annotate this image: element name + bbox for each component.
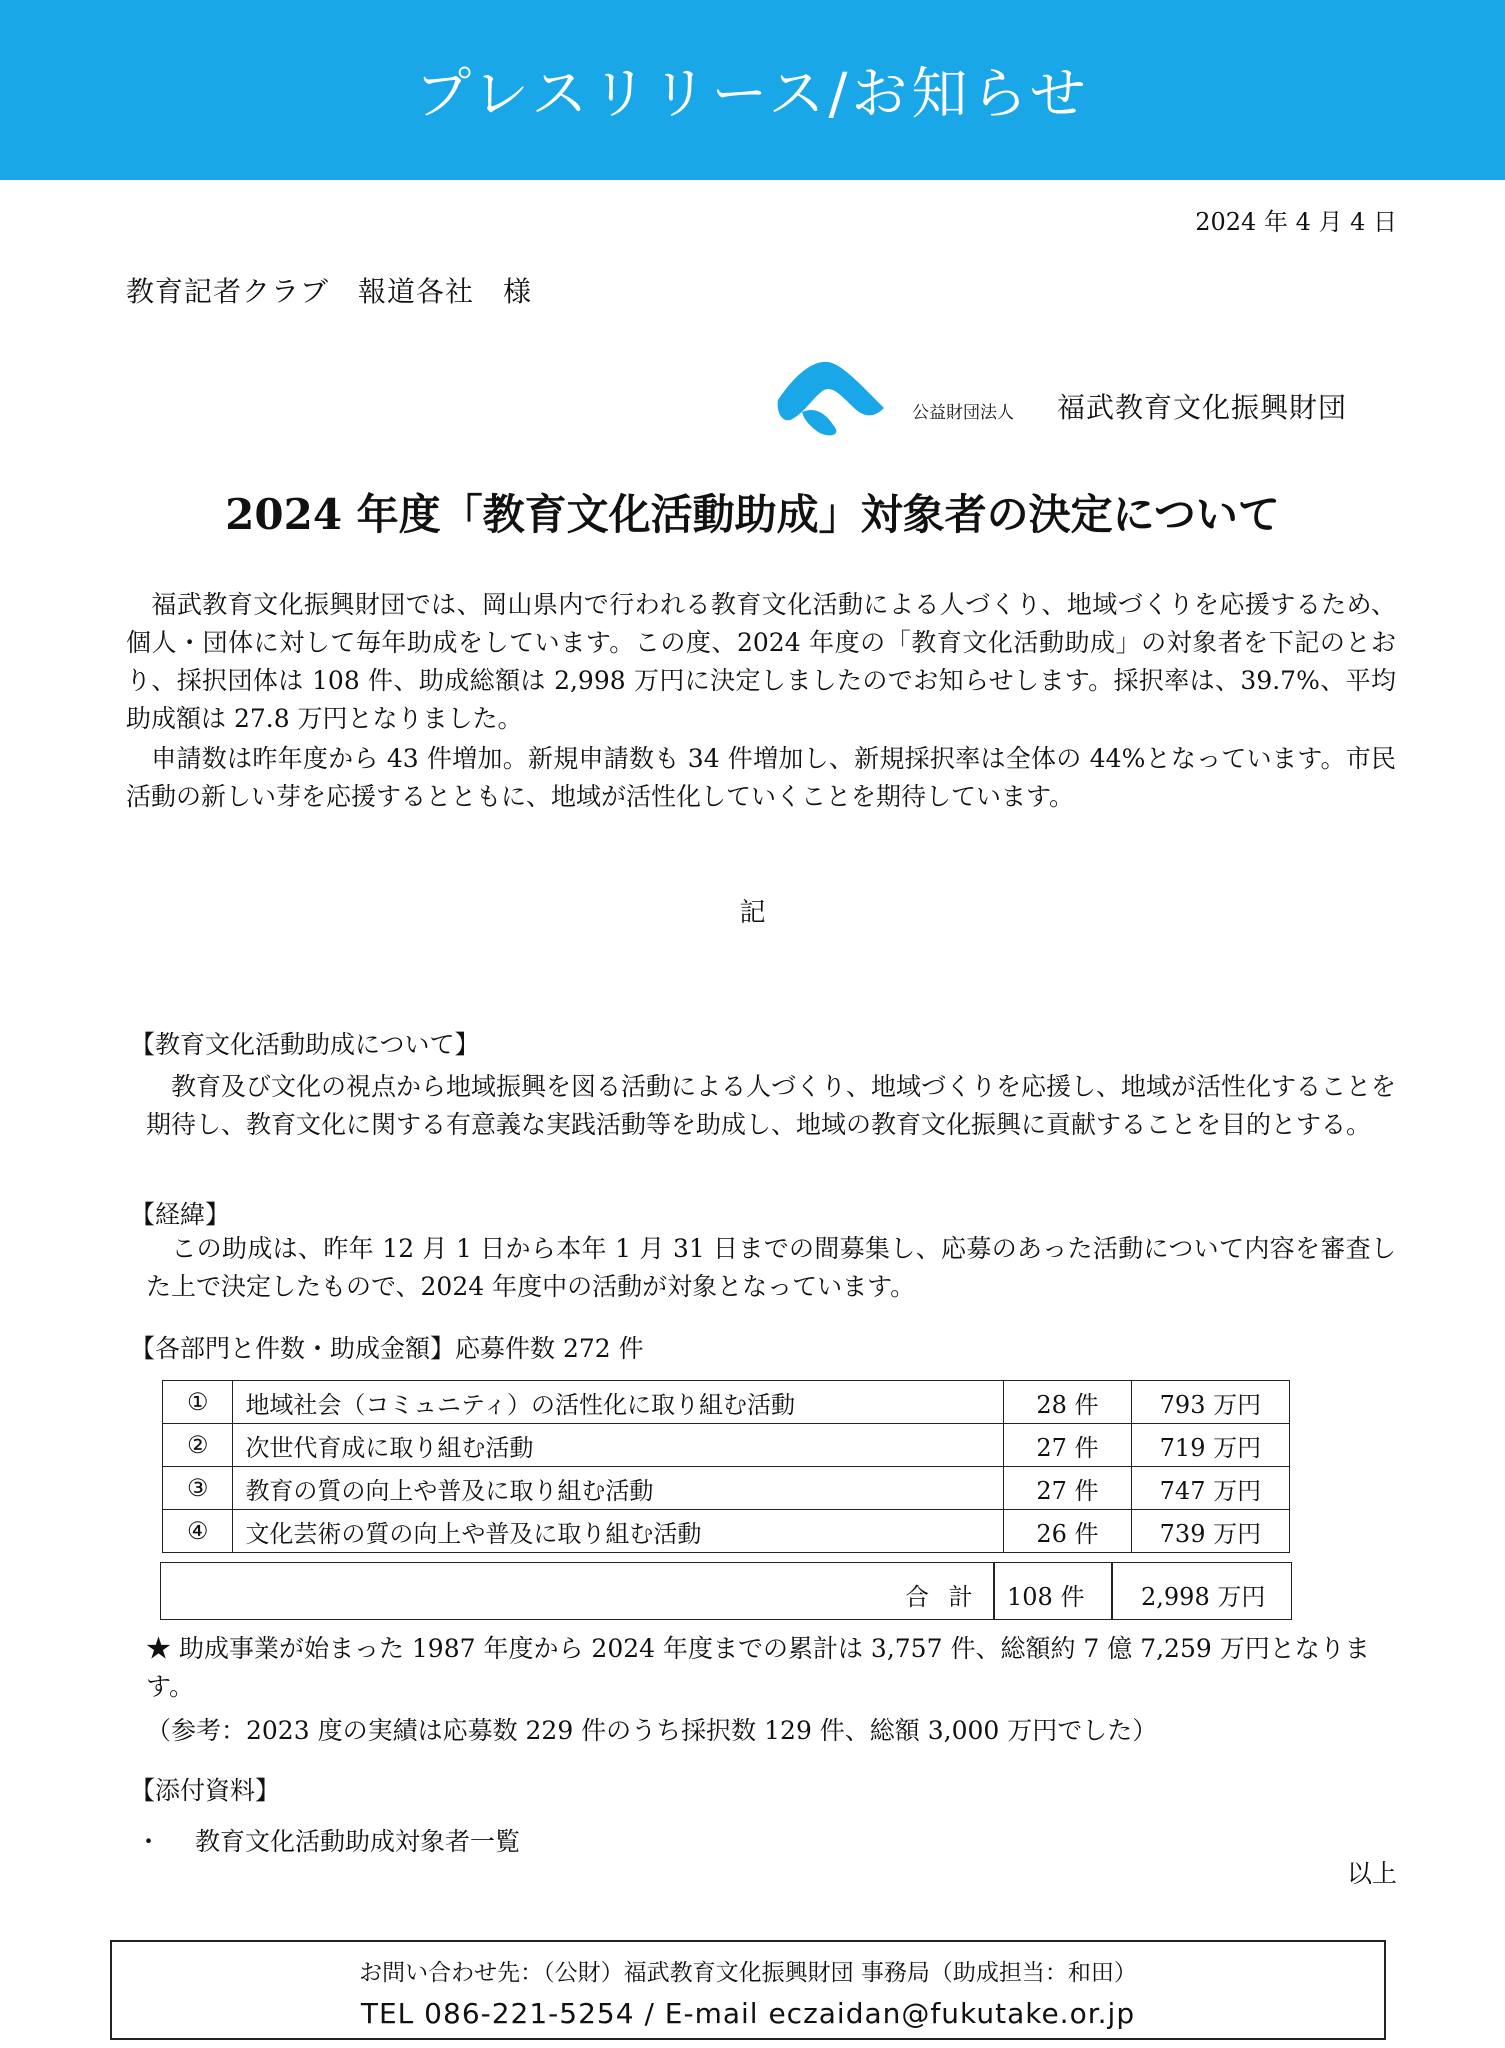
attachment-item [136,1822,520,1858]
closing-mark: 以上 [1346,1859,1397,1888]
bullet: ・ [136,1827,162,1856]
contact-line-1: お問い合わせ先：（公財）福武教育文化振興財団 事務局（助成担当：和田） [359,1960,1137,1986]
about-body: 教育及び文化の視点から地域振興を図る活動による人づくり、地域づくりを応援し、地域が活性化することを期待し、教育文化に関する有意義な実践活動等を助成し、地域の教育文化振興に貢献することを目的とする。 [146,1072,1397,1139]
total-count: 108 件 [1007,1583,1085,1611]
row-count: 28 件 [1004,1381,1132,1424]
row-number: ② [163,1424,233,1467]
ki-marker: 記 [739,898,766,928]
document-title: 2024 年度「教育文化活動助成」対象者の決定について [225,490,1280,539]
row-activity: 教育の質の向上や普及に取り組む活動 [233,1467,1004,1510]
contact-line-2: TEL 086-221-5254 / E-mail eczaidan@fukutake.or.jp [360,1997,1136,2030]
intro-paragraph-1: 福武教育文化振興財団では、岡山県内で行われる教育文化活動による人づくり、地域づくりを応援するため、個人・団体に対して毎年助成をしています。この度、2024 年度の「教育文化活動助成」の対象者を下記のとおり、採択団体は 108 件、助成総額は 2,998 万円に決定しましたのでお知らせします。採択率は、39.7%、平均助成額は 27.8 万円となりました。 [126,590,1396,733]
table-row [163,1381,1290,1424]
table-row [163,1510,1290,1553]
contact-box [110,1940,1386,2040]
row-count: 27 件 [1004,1467,1132,1510]
row-activity: 地域社会（コミュニティ）の活性化に取り組む活動 [233,1381,1004,1424]
total-amount: 2,998 万円 [1141,1583,1266,1611]
attachments-heading: 【添付資料】 [130,1776,281,1805]
org-prefix: 公益財団法人 [912,403,1014,423]
release-date: 2024 年 4 月 4 日 [1195,208,1397,236]
press-release-banner [0,0,1505,180]
table-row [163,1467,1290,1510]
org-name: 福武教育文化振興財団 [1057,391,1348,424]
total-divider [1111,1563,1113,1619]
background-body: この助成は、昨年 12 月 1 日から本年 1 月 31 日までの間募集し、応募のあった活動について内容を審査した上で決定したもので、2024 年度中の活動が対象となっています。 [146,1234,1396,1301]
row-amount: 793 万円 [1131,1381,1289,1424]
row-number: ④ [163,1510,233,1553]
total-divider [993,1563,995,1619]
organization-logo [772,356,1412,438]
row-activity: 次世代育成に取り組む活動 [233,1424,1004,1467]
about-heading: 【教育文化活動助成について】 [130,1030,480,1059]
categories-heading: 【各部門と件数・助成金額】応募件数 272 件 [130,1334,644,1363]
row-number: ① [163,1381,233,1424]
foundation-mark-icon [772,356,892,438]
row-amount: 739 万円 [1131,1510,1289,1553]
background-heading: 【経緯】 [130,1200,231,1229]
attachment-label: 教育文化活動助成対象者一覧 [195,1827,521,1856]
total-label: 合 計 [905,1583,979,1611]
categories-table [162,1380,1290,1553]
table-row [163,1424,1290,1467]
total-row [160,1562,1292,1620]
row-count: 27 件 [1004,1424,1132,1467]
banner-title: プレスリリース/お知らせ [415,62,1090,127]
row-activity: 文化芸術の質の向上や普及に取り組む活動 [233,1510,1004,1553]
cumulative-note: ★ 助成事業が始まった 1987 年度から 2024 年度までの累計は 3,757 件、総額約 7 億 7,259 万円となります。 [146,1634,1370,1701]
row-count: 26 件 [1004,1510,1132,1553]
intro-paragraph-2: 申請数は昨年度から 43 件増加。新規申請数も 34 件増加し、新規採択率は全体の 44%となっています。市民活動の新しい芽を応援するとともに、地域が活性化していくことを期待しています。 [126,744,1396,811]
row-amount: 747 万円 [1131,1467,1289,1510]
addressee: 教育記者クラブ 報道各社 様 [126,275,533,308]
reference-note: （参考：2023 度の実績は応募数 229 件のうち採択数 129 件、総額 3,000 万円でした） [146,1716,1158,1745]
row-amount: 719 万円 [1131,1424,1289,1467]
row-number: ③ [163,1467,233,1510]
